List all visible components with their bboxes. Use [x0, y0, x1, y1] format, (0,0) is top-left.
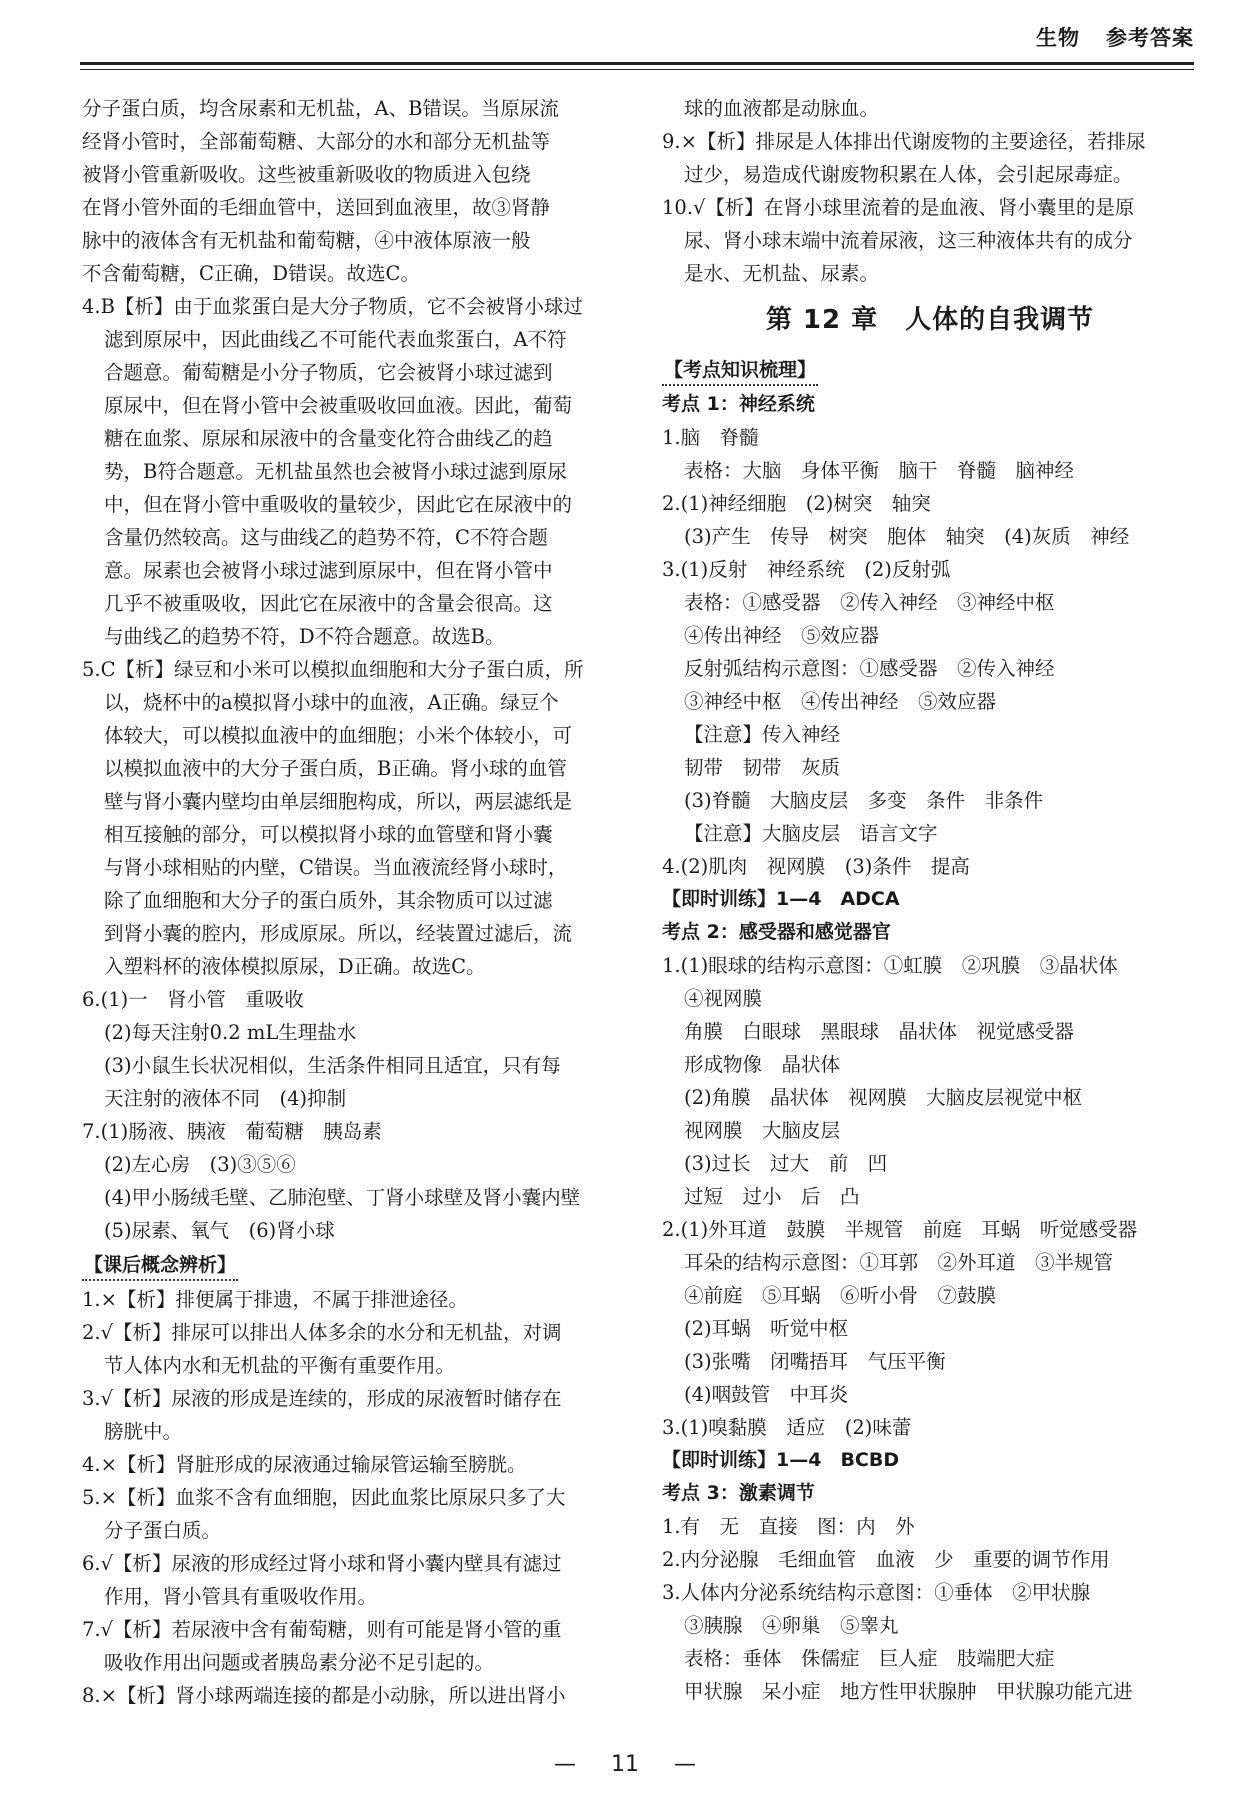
- text-line: 到肾小囊的腔内，形成原尿。所以，经装置过滤后，流: [104, 922, 573, 945]
- section-title-knowledge: 【考点知识梳理】: [662, 356, 818, 386]
- right-top-block: [662, 92, 1198, 290]
- text-line: (4)咽鼓管 中耳炎: [684, 1383, 849, 1406]
- text-line: 耳朵的结构示意图：①耳郭 ②外耳道 ③半规管: [684, 1251, 1114, 1274]
- text-line: (4)甲小肠绒毛壁、乙肺泡壁、丁肾小球壁及肾小囊内壁: [104, 1186, 581, 1209]
- kp1-block: [662, 421, 1198, 883]
- text-line: (2)每天注射0.2 mL生理盐水: [104, 1021, 357, 1044]
- text-line: 被肾小管重新吸收。这些被重新吸收的物质进入包绕: [82, 163, 531, 186]
- text-line: 不含葡萄糖，C正确，D错误。故选C。: [82, 262, 420, 285]
- text-line: (5)尿素、氧气 (6)肾小球: [104, 1219, 335, 1242]
- text-line: 【注意】传入神经: [684, 723, 841, 746]
- text-line: 3.人体内分泌系统结构示意图：①垂体 ②甲状腺: [662, 1581, 1091, 1604]
- text-line: (2)左心房 (3)③⑤⑥: [104, 1153, 296, 1176]
- chapter-title: 第 12 章 人体的自我调节: [765, 305, 1095, 335]
- kp2-block: [662, 949, 1198, 1444]
- text-line: 分子蛋白质。: [104, 1519, 222, 1542]
- text-line: (3)脊髓 大脑皮层 多变 条件 非条件: [684, 789, 1044, 812]
- text-line: 滤到原尿中，因此曲线乙不可能代表血浆蛋白，A不符: [104, 328, 567, 351]
- text-line: 2.内分泌腺 毛细血管 血液 少 重要的调节作用: [662, 1548, 1110, 1571]
- text-line: 与肾小球相贴的内壁，C错误。当血液流经肾小球时，: [104, 856, 568, 879]
- text-line: 3.(1)反射 神经系统 (2)反射弧: [662, 558, 951, 581]
- text-line: 7.(1)肠液、胰液 葡萄糖 胰岛素: [82, 1120, 382, 1143]
- text-line: 入塑料杯的液体模拟原尿，D正确。故选C。: [104, 955, 486, 978]
- section-title-concept: 【课后概念辨析】: [82, 1251, 238, 1281]
- text-line: 以模拟血液中的大分子蛋白质，B正确。肾小球的血管: [104, 757, 567, 780]
- text-line: 过少，易造成代谢废物积累在人体，会引起尿毒症。: [684, 163, 1133, 186]
- text-line: 体较大，可以模拟血液中的血细胞；小米个体较小，可: [104, 724, 573, 747]
- text-line: 4.(2)肌肉 视网膜 (3)条件 提高: [662, 855, 970, 878]
- text-line: 角膜 白眼球 黑眼球 晶状体 视觉感受器: [684, 1020, 1075, 1043]
- text-line: 含量仍然较高。这与曲线乙的趋势不符，C不符合题: [104, 526, 548, 549]
- text-line: 4.B【析】由于血浆蛋白是大分子物质，它不会被肾小球过: [82, 295, 583, 318]
- text-line: ④视网膜: [684, 987, 763, 1010]
- practice-2: 【即时训练】1—4 BCBD: [662, 1449, 900, 1471]
- page-header: [1036, 22, 1194, 52]
- text-line: ④前庭 ⑤耳蜗 ⑥听小骨 ⑦鼓膜: [684, 1284, 997, 1307]
- text-line: 3.√【析】尿液的形成是连续的，形成的尿液暂时储存在: [82, 1387, 562, 1410]
- text-line: 6.(1)一 肾小管 重吸收: [82, 988, 304, 1011]
- page-footer: [0, 1752, 1250, 1777]
- text-line: 作用，肾小管具有重吸收作用。: [104, 1585, 378, 1608]
- text-line: 几乎不被重吸收，因此它在尿液中的含量会很高。这: [104, 592, 553, 615]
- footer-dash-left: —: [554, 1752, 576, 1777]
- text-line: 糖在血浆、原尿和尿液中的含量变化符合曲线乙的趋: [104, 427, 553, 450]
- text-line: 6.√【析】尿液的形成经过肾小球和肾小囊内壁具有滤过: [82, 1552, 562, 1575]
- text-line: 与曲线乙的趋势不符，D不符合题意。故选B。: [104, 625, 505, 648]
- text-line: 经肾小管时，全部葡萄糖、大部分的水和部分无机盐等: [82, 130, 551, 153]
- header-section: 参考答案: [1106, 26, 1194, 50]
- text-line: 1.×【析】排便属于排遗，不属于排泄途径。: [82, 1288, 468, 1311]
- text-line: (2)角膜 晶状体 视网膜 大脑皮层视觉中枢: [684, 1086, 1083, 1109]
- text-line: 韧带 韧带 灰质: [684, 756, 841, 779]
- text-line: 球的血液都是动脉血。: [684, 97, 880, 120]
- kp3-block: [662, 1510, 1198, 1708]
- kp2-title: 考点 2：感受器和感觉器官: [662, 921, 891, 943]
- text-line: 膀胱中。: [104, 1420, 183, 1443]
- text-line: 表格：大脑 身体平衡 脑干 脊髓 脑神经: [684, 459, 1075, 482]
- text-line: 10.√【析】在肾小球里流着的是血液、肾小囊里的是原: [662, 196, 1135, 219]
- text-line: 5.C【析】绿豆和小米可以模拟血细胞和大分子蛋白质，所: [82, 658, 584, 681]
- header-subject: 生物: [1036, 26, 1080, 50]
- text-line: (3)小鼠生长状况相似，生活条件相同且适宜，只有每: [104, 1054, 561, 1077]
- text-line: 中，但在肾小管中重吸收的量较少，因此它在尿液中的: [104, 493, 573, 516]
- text-line: 以，烧杯中的a模拟肾小球中的血液，A正确。绿豆个: [104, 691, 559, 714]
- text-line: 脉中的液体含有无机盐和葡萄糖，④中液体原液一般: [82, 229, 531, 252]
- text-line: 天注射的液体不同 (4)抑制: [104, 1087, 347, 1110]
- text-line: 表格：垂体 侏儒症 巨人症 肢端肥大症: [684, 1647, 1055, 1670]
- text-line: 2.√【析】排尿可以排出人体多余的水分和无机盐，对调: [82, 1321, 562, 1344]
- text-line: 1.有 无 直接 图：内 外: [662, 1515, 915, 1538]
- text-line: 过短 过小 后 凸: [684, 1185, 860, 1208]
- text-line: 1.(1)眼球的结构示意图：①虹膜 ②巩膜 ③晶状体: [662, 954, 1118, 977]
- text-line: ③神经中枢 ④传出神经 ⑤效应器: [684, 690, 997, 713]
- text-line: 吸收作用出问题或者胰岛素分泌不足引起的。: [104, 1651, 495, 1674]
- text-line: 势，B符合题意。无机盐虽然也会被肾小球过滤到原尿: [104, 460, 567, 483]
- header-rule: [80, 62, 1194, 70]
- text-line: 分子蛋白质，均含尿素和无机盐，A、B错误。当原尿流: [82, 97, 559, 120]
- text-line: 甲状腺 呆小症 地方性甲状腺肿 甲状腺功能亢进: [684, 1680, 1133, 1703]
- text-line: 【注意】大脑皮层 语言文字: [684, 822, 938, 845]
- text-line: 视网膜 大脑皮层: [684, 1119, 841, 1142]
- kp1-title: 考点 1：神经系统: [662, 393, 815, 415]
- text-line: 除了血细胞和大分子的蛋白质外，其余物质可以过滤: [104, 889, 553, 912]
- text-line: 合题意。葡萄糖是小分子物质，它会被肾小球过滤到: [104, 361, 553, 384]
- text-line: 5.×【析】血浆不含有血细胞，因此血浆比原尿只多了大: [82, 1486, 566, 1509]
- text-line: (3)张嘴 闭嘴捂耳 气压平衡: [684, 1350, 946, 1373]
- text-line: 表格：①感受器 ②传入神经 ③神经中枢: [684, 591, 1055, 614]
- text-line: 相互接触的部分，可以模拟肾小球的血管壁和肾小囊: [104, 823, 553, 846]
- text-line: 4.×【析】肾脏形成的尿液通过输尿管运输至膀胱。: [82, 1453, 527, 1476]
- text-line: 在肾小管外面的毛细血管中，送回到血液里，故③肾静: [82, 196, 551, 219]
- practice-1: 【即时训练】1—4 ADCA: [662, 888, 900, 910]
- concept-answers-block: [82, 1283, 622, 1712]
- text-line: 壁与肾小囊内壁均由单层细胞构成，所以，两层滤纸是: [104, 790, 573, 813]
- left-answers-block: [82, 92, 622, 1247]
- text-line: 反射弧结构示意图：①感受器 ②传入神经: [684, 657, 1055, 680]
- text-line: 形成物像 晶状体: [684, 1053, 841, 1076]
- text-line: 8.×【析】肾小球两端连接的都是小动脉，所以进出肾小: [82, 1684, 566, 1707]
- text-line: ④传出神经 ⑤效应器: [684, 624, 880, 647]
- text-line: 原尿中，但在肾小管中会被重吸收回血液。因此，葡萄: [104, 394, 573, 417]
- text-line: (3)产生 传导 树突 胞体 轴突 (4)灰质 神经: [684, 525, 1130, 548]
- page-number: 11: [611, 1752, 639, 1777]
- text-line: 1.脑 脊髓: [662, 426, 759, 449]
- text-line: 7.√【析】若尿液中含有葡萄糖，则有可能是肾小管的重: [82, 1618, 562, 1641]
- text-line: 意。尿素也会被肾小球过滤到原尿中，但在肾小管中: [104, 559, 553, 582]
- text-line: 是水、无机盐、尿素。: [684, 262, 880, 285]
- text-line: ③胰腺 ④卵巢 ⑤睾丸: [684, 1614, 899, 1637]
- left-column: [82, 92, 622, 1712]
- text-line: 2.(1)外耳道 鼓膜 半规管 前庭 耳蜗 听觉感受器: [662, 1218, 1138, 1241]
- text-line: (3)过长 过大 前 凹: [684, 1152, 888, 1175]
- kp3-title: 考点 3：激素调节: [662, 1482, 815, 1504]
- text-line: 9.×【析】排尿是人体排出代谢废物的主要途径，若排尿: [662, 130, 1146, 153]
- text-line: (2)耳蜗 听觉中枢: [684, 1317, 849, 1340]
- text-line: 尿、肾小球末端中流着尿液，这三种液体共有的成分: [684, 229, 1133, 252]
- text-line: 节人体内水和无机盐的平衡有重要作用。: [104, 1354, 456, 1377]
- right-column: [662, 92, 1198, 1708]
- footer-dash-right: —: [674, 1752, 696, 1777]
- text-line: 3.(1)嗅黏膜 适应 (2)味蕾: [662, 1416, 912, 1439]
- text-line: 2.(1)神经细胞 (2)树突 轴突: [662, 492, 931, 515]
